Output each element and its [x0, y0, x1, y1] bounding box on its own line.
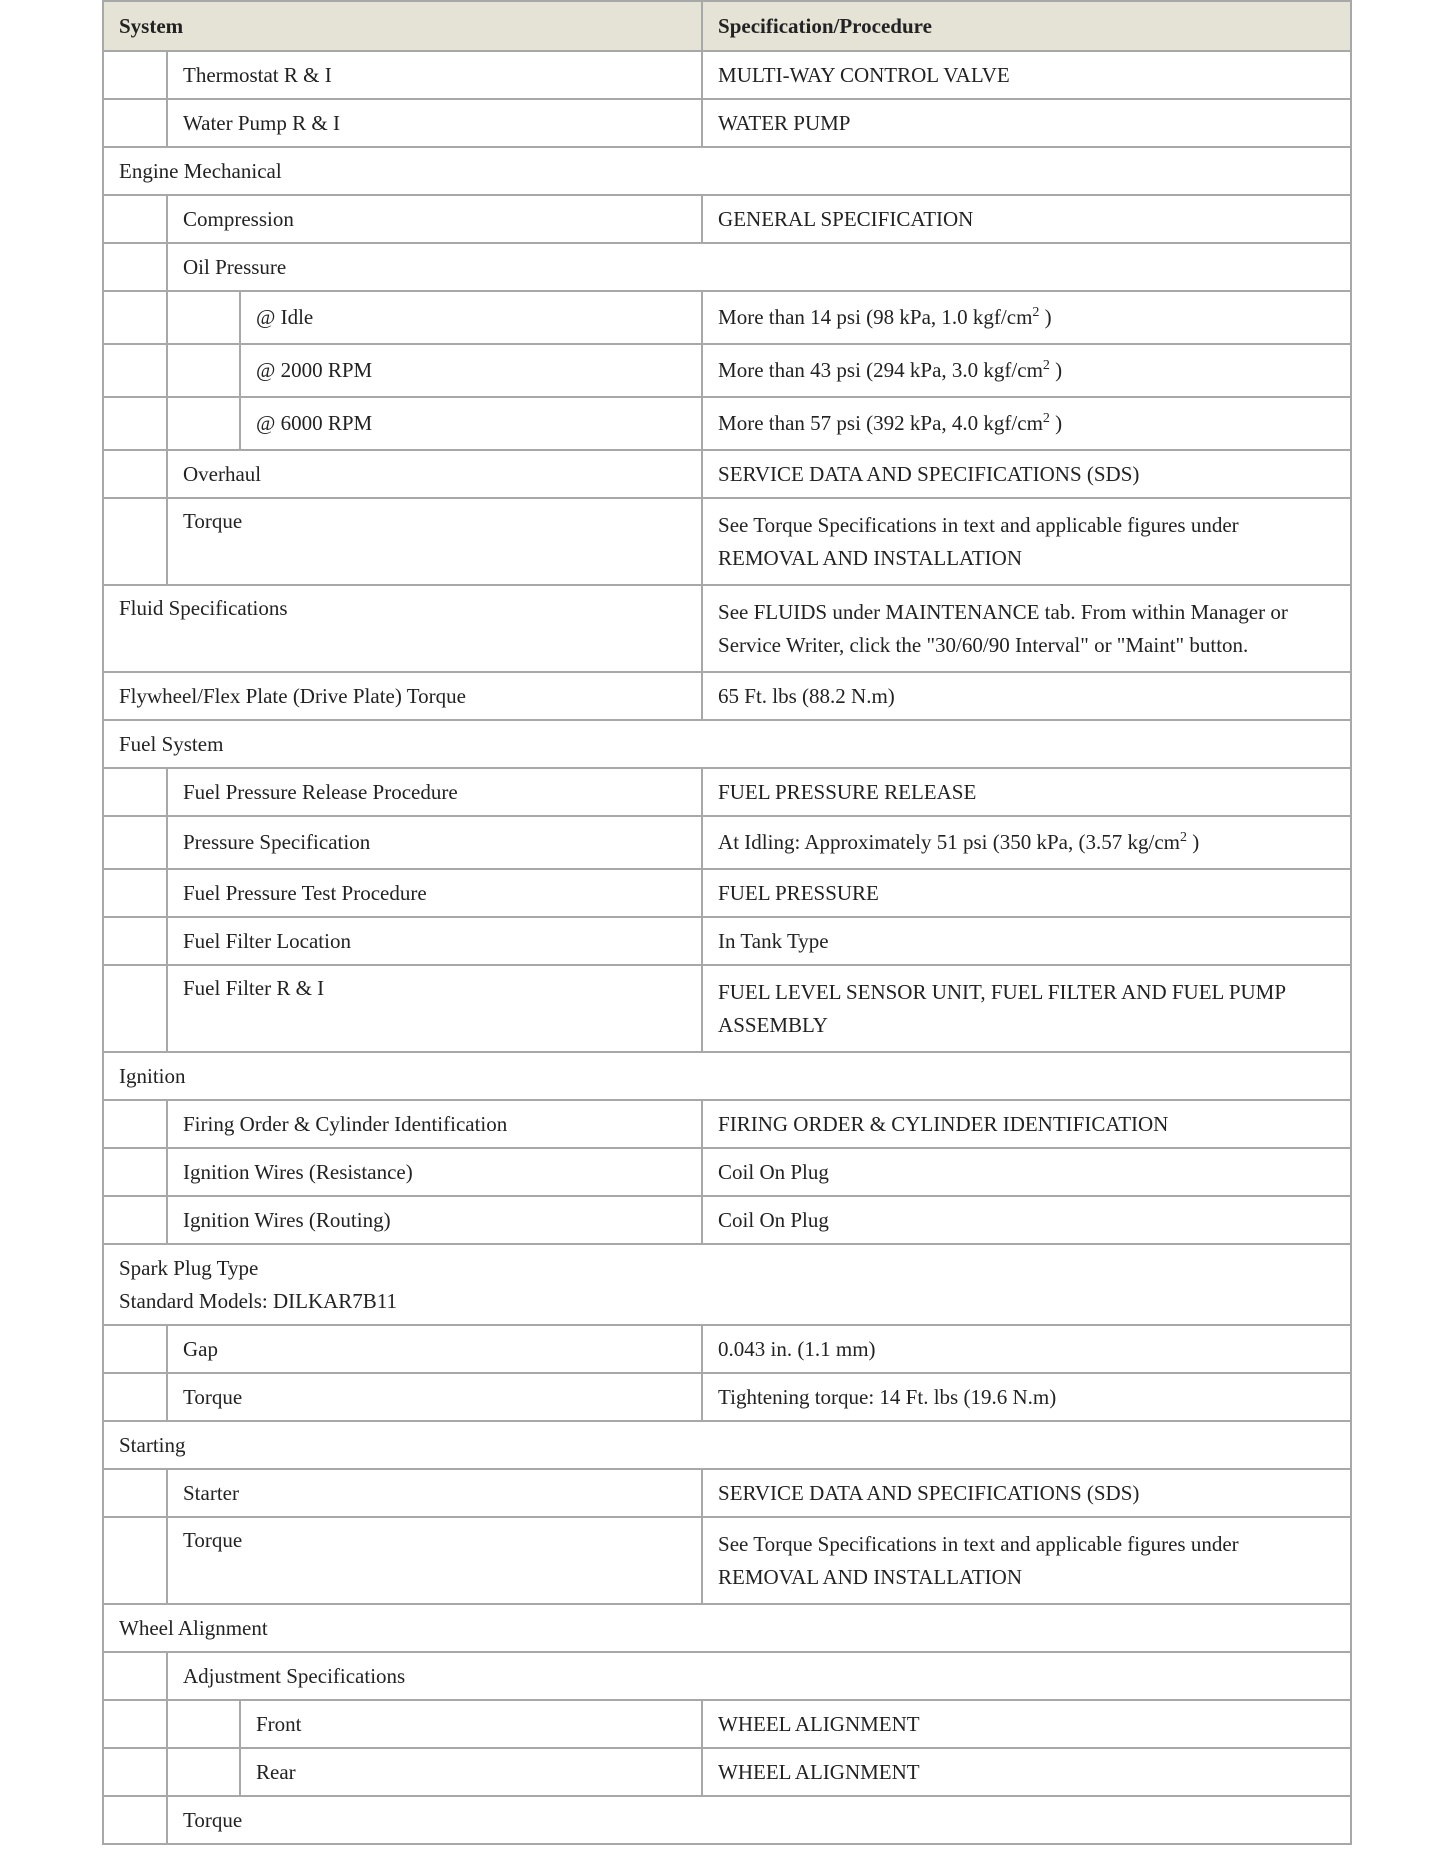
section-title: Fuel System	[103, 720, 1351, 768]
value-text: More than 57 psi (392 kPa, 4.0 kgf/cm	[718, 411, 1043, 435]
indent-cell	[103, 1100, 167, 1148]
section-row	[103, 1052, 1351, 1100]
subsection-title: Adjustment Specifications	[167, 1652, 1351, 1700]
value-line: REMOVAL AND INSTALLATION	[718, 1564, 1023, 1589]
row-value	[702, 498, 1351, 585]
row-label: Overhaul	[167, 450, 702, 498]
row-label: Compression	[167, 195, 702, 243]
row-label: @ 6000 RPM	[240, 397, 702, 450]
indent-cell	[103, 51, 167, 99]
value-line: See Torque Specifications in text and applicable figures under	[718, 512, 1239, 537]
row-label: Torque	[167, 498, 702, 585]
indent-cell	[167, 397, 240, 450]
row-value	[702, 816, 1351, 869]
table-row	[103, 1517, 1351, 1604]
section-title	[103, 1244, 1351, 1325]
value-line: ASSEMBLY	[718, 1012, 828, 1037]
indent-cell	[103, 1373, 167, 1421]
row-value	[702, 397, 1351, 450]
indent-cell	[167, 344, 240, 397]
indent-cell	[167, 291, 240, 344]
table-row	[103, 1469, 1351, 1517]
subsection-row	[103, 1796, 1351, 1844]
section-row	[103, 1421, 1351, 1469]
table-row	[103, 1148, 1351, 1196]
row-value: 0.043 in. (1.1 mm)	[702, 1325, 1351, 1373]
indent-cell	[103, 1148, 167, 1196]
table-row	[103, 917, 1351, 965]
row-label: @ 2000 RPM	[240, 344, 702, 397]
row-label: Ignition Wires (Routing)	[167, 1196, 702, 1244]
subsection-title: Torque	[167, 1796, 1351, 1844]
row-value: SERVICE DATA AND SPECIFICATIONS (SDS)	[702, 450, 1351, 498]
value-tail: )	[1049, 411, 1063, 435]
indent-cell	[103, 498, 167, 585]
indent-cell	[103, 1748, 167, 1796]
indent-cell	[103, 816, 167, 869]
header-system: System	[103, 1, 702, 51]
row-label: Torque	[167, 1517, 702, 1604]
section-row	[103, 147, 1351, 195]
section-row	[103, 720, 1351, 768]
row-value: GENERAL SPECIFICATION	[702, 195, 1351, 243]
row-label: Ignition Wires (Resistance)	[167, 1148, 702, 1196]
row-value	[702, 965, 1351, 1052]
indent-cell	[103, 768, 167, 816]
value-line: See FLUIDS under MAINTENANCE tab. From within Manager or	[718, 599, 1288, 624]
section-title: Wheel Alignment	[103, 1604, 1351, 1652]
row-label: Pressure Specification	[167, 816, 702, 869]
indent-cell	[103, 195, 167, 243]
value-text: More than 14 psi (98 kPa, 1.0 kgf/cm	[718, 305, 1033, 329]
row-value: FIRING ORDER & CYLINDER IDENTIFICATION	[702, 1100, 1351, 1148]
row-value: WHEEL ALIGNMENT	[702, 1700, 1351, 1748]
value-tail: )	[1049, 358, 1063, 382]
value-tail: )	[1187, 830, 1200, 854]
row-value: Tightening torque: 14 Ft. lbs (19.6 N.m)	[702, 1373, 1351, 1421]
table-row	[103, 869, 1351, 917]
section-title: Engine Mechanical	[103, 147, 1351, 195]
table-row	[103, 672, 1351, 720]
row-value: MULTI-WAY CONTROL VALVE	[702, 51, 1351, 99]
row-value: WATER PUMP	[702, 99, 1351, 147]
table-row	[103, 1196, 1351, 1244]
table-row	[103, 195, 1351, 243]
indent-cell	[103, 1700, 167, 1748]
row-label: Torque	[167, 1373, 702, 1421]
row-label: Front	[240, 1700, 702, 1748]
indent-cell	[103, 1652, 167, 1700]
indent-cell	[167, 1700, 240, 1748]
indent-cell	[103, 1796, 167, 1844]
row-label: Fuel Filter R & I	[167, 965, 702, 1052]
indent-cell	[103, 1517, 167, 1604]
table-row	[103, 498, 1351, 585]
table-row	[103, 1325, 1351, 1373]
spec-table	[102, 0, 1352, 1845]
indent-cell	[103, 99, 167, 147]
superscript: 2	[1032, 305, 1040, 320]
table-row	[103, 816, 1351, 869]
indent-cell	[167, 1748, 240, 1796]
row-value: SERVICE DATA AND SPECIFICATIONS (SDS)	[702, 1469, 1351, 1517]
table-row	[103, 1748, 1351, 1796]
row-value	[702, 291, 1351, 344]
table-row	[103, 397, 1351, 450]
indent-cell	[103, 1469, 167, 1517]
row-value: In Tank Type	[702, 917, 1351, 965]
row-label: Flywheel/Flex Plate (Drive Plate) Torque	[103, 672, 702, 720]
table-row	[103, 1373, 1351, 1421]
row-label: Fuel Pressure Release Procedure	[167, 768, 702, 816]
row-label: Starter	[167, 1469, 702, 1517]
indent-cell	[103, 450, 167, 498]
table-row	[103, 344, 1351, 397]
row-value: FUEL PRESSURE RELEASE	[702, 768, 1351, 816]
indent-cell	[103, 1196, 167, 1244]
indent-cell	[103, 243, 167, 291]
spec-table-container	[102, 0, 1350, 1845]
row-value: WHEEL ALIGNMENT	[702, 1748, 1351, 1796]
section-row	[103, 1604, 1351, 1652]
value-line: REMOVAL AND INSTALLATION	[718, 545, 1023, 570]
row-label: @ Idle	[240, 291, 702, 344]
row-label: Thermostat R & I	[167, 51, 702, 99]
table-row	[103, 1700, 1351, 1748]
table-row	[103, 768, 1351, 816]
section-title: Starting	[103, 1421, 1351, 1469]
row-label: Rear	[240, 1748, 702, 1796]
table-row	[103, 99, 1351, 147]
indent-cell	[103, 965, 167, 1052]
indent-cell	[103, 1325, 167, 1373]
value-tail: )	[1039, 305, 1052, 329]
superscript: 2	[1042, 411, 1050, 426]
table-header-row	[103, 1, 1351, 51]
subsection-title: Oil Pressure	[167, 243, 1351, 291]
row-label: Fluid Specifications	[103, 585, 702, 672]
table-row	[103, 965, 1351, 1052]
row-value: Coil On Plug	[702, 1148, 1351, 1196]
section-row	[103, 1244, 1351, 1325]
value-text: At Idling: Approximately 51 psi (350 kPa, (3.57 kg/cm	[718, 830, 1180, 854]
subsection-row	[103, 1652, 1351, 1700]
spark-plug-model: Standard Models: DILKAR7B11	[119, 1288, 398, 1313]
row-label: Gap	[167, 1325, 702, 1373]
indent-cell	[103, 344, 167, 397]
row-label: Water Pump R & I	[167, 99, 702, 147]
indent-cell	[103, 397, 167, 450]
value-line: FUEL LEVEL SENSOR UNIT, FUEL FILTER AND FUEL PUMP	[718, 979, 1287, 1004]
table-row	[103, 291, 1351, 344]
row-value	[702, 585, 1351, 672]
row-label: Firing Order & Cylinder Identification	[167, 1100, 702, 1148]
row-value	[702, 344, 1351, 397]
row-value: FUEL PRESSURE	[702, 869, 1351, 917]
subsection-row	[103, 243, 1351, 291]
row-label: Fuel Filter Location	[167, 917, 702, 965]
value-line: See Torque Specifications in text and applicable figures under	[718, 1531, 1239, 1556]
table-row	[103, 1100, 1351, 1148]
table-row	[103, 450, 1351, 498]
indent-cell	[103, 917, 167, 965]
row-value: Coil On Plug	[702, 1196, 1351, 1244]
value-line: Service Writer, click the "30/60/90 Interval" or "Maint" button.	[718, 632, 1249, 657]
value-text: More than 43 psi (294 kPa, 3.0 kgf/cm	[718, 358, 1043, 382]
superscript: 2	[1180, 830, 1187, 845]
indent-cell	[103, 291, 167, 344]
indent-cell	[103, 869, 167, 917]
spark-plug-type: Spark Plug Type	[119, 1255, 259, 1280]
table-row	[103, 585, 1351, 672]
header-specification: Specification/Procedure	[702, 1, 1351, 51]
row-label: Fuel Pressure Test Procedure	[167, 869, 702, 917]
section-title: Ignition	[103, 1052, 1351, 1100]
row-value: 65 Ft. lbs (88.2 N.m)	[702, 672, 1351, 720]
superscript: 2	[1042, 358, 1050, 373]
row-value	[702, 1517, 1351, 1604]
table-row	[103, 51, 1351, 99]
